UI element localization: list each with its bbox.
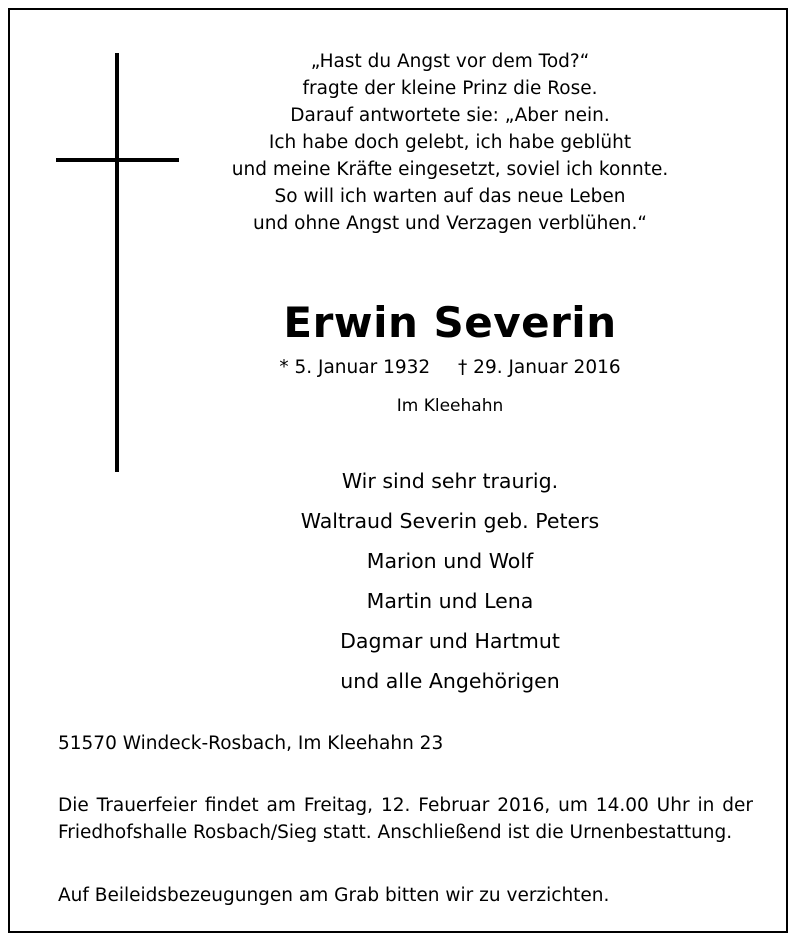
- death-date: † 29. Januar 2016: [458, 357, 621, 378]
- residence-place: Im Kleehahn: [396, 396, 504, 416]
- mourner-line: Wir sind sehr traurig.: [341, 469, 559, 493]
- mourner-line: Dagmar und Hartmut: [340, 629, 560, 653]
- cross-horizontal-bar: [56, 158, 179, 162]
- life-dates: [190, 356, 710, 380]
- mourners-list: [190, 461, 710, 701]
- quote-line: Darauf antwortete sie: „Aber nein.: [290, 105, 610, 126]
- birth-date: * 5. Januar 1932: [279, 357, 431, 378]
- quote-line: So will ich warten auf das neue Leben: [274, 186, 626, 207]
- cross-vertical-bar: [115, 53, 119, 472]
- quote-line: und meine Kräfte eingesetzt, soviel ich konnte.: [231, 159, 669, 180]
- condolence-notice: Auf Beileidsbezeugungen am Grab bitten wir zu verzichten.: [58, 885, 610, 906]
- quote-line: „Hast du Angst vor dem Tod?“: [310, 51, 590, 72]
- quote-line: Ich habe doch gelebt, ich habe geblüht: [268, 132, 632, 153]
- obituary-frame: [8, 8, 788, 933]
- quote-line: und ohne Angst und Verzagen verblühen.“: [253, 213, 647, 234]
- mourner-line: Marion und Wolf: [366, 549, 534, 573]
- funeral-service-notice: Die Trauerfeier findet am Freitag, 12. Februar 2016, um 14.00 Uhr in der Friedhofshalle Rosbach/Sieg statt. Anschließend ist die Urnenbestattung.: [58, 795, 753, 843]
- poem-quote: [190, 48, 710, 237]
- quote-line: fragte der kleine Prinz die Rose.: [302, 78, 598, 99]
- deceased-name: Erwin Severin: [283, 298, 617, 347]
- mourner-line: Waltraud Severin geb. Peters: [300, 509, 600, 533]
- mourner-line: Martin und Lena: [366, 589, 534, 613]
- family-address: 51570 Windeck-Rosbach, Im Kleehahn 23: [58, 733, 444, 754]
- mourner-line: und alle Angehörigen: [340, 669, 560, 693]
